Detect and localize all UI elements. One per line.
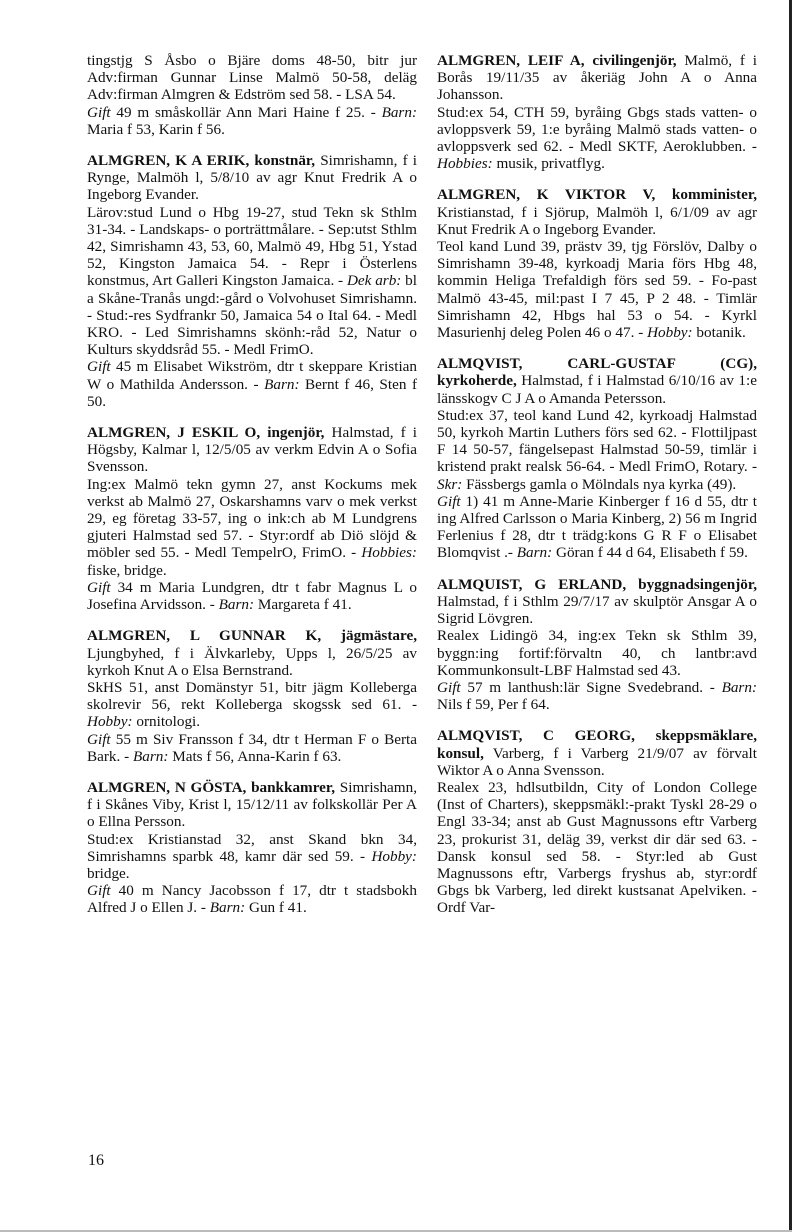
entry-continuation [87, 52, 417, 138]
entry-heading: ALMGREN, K A ERIK, konstnär, [87, 152, 316, 170]
entry-heading: ALMGREN, N GÖSTA, bankkamrer, [87, 778, 336, 796]
entry-almgren-gosta [87, 779, 417, 917]
hobby-text: botanik. [692, 324, 746, 342]
entry-intro [437, 576, 757, 628]
gift-label: Gift [87, 358, 111, 376]
entry-family [437, 493, 757, 562]
career-text: Stud:ex 54, CTH 59, byråing Gbgs stads vatten- o avloppsverk 59, 1:e byråing Malmö stads vatten- o avloppsverk sed 62. - Medl SKTF, Aeroklubben. - [437, 103, 757, 156]
barn-label: Barn: [218, 596, 255, 614]
career-text-2: bl a Skåne-Tranås ungd:-gård o Volvohuset Simrishamn. - Stud:-res Sydfrankr 50, Jamaica 54 o Ital 64. - Medl KRO. - Led Simrishamns skönh:-råd 52, Natur o Kulturs skyddsråd 55. - Medl FrimO. [87, 272, 417, 359]
entry-family [87, 731, 417, 765]
children-text: Margareta f 41. [254, 596, 352, 614]
entry-birth: Halmstad, f i Halmstad 6/10/16 av 1:e länsskogv C J A o Amanda Petersson. [437, 372, 757, 407]
children-text: Maria f 53, Karin f 56. [87, 120, 225, 138]
writings-text: Fässbergs gamla o Mölndals nya kyrka (49). [462, 475, 737, 493]
barn-label: Barn: [721, 678, 757, 696]
gift-label: Gift [87, 103, 111, 121]
entry-intro [87, 424, 417, 476]
entry-heading: ALMQUIST, G ERLAND, byggnadsingenjör, [437, 575, 757, 593]
entry-heading: ALMGREN, LEIF A, civilingenjör, [437, 52, 677, 69]
hobbies-label: Hobbies: [437, 155, 493, 173]
entry-family [87, 882, 417, 916]
gift-label: Gift [87, 730, 111, 748]
hobby-text: bridge. [87, 864, 130, 882]
entry-almquist-erland [437, 576, 757, 714]
family-text: 34 m Maria Lundgren, dtr t fabr Magnus L o Josefina Arvidsson. - [87, 578, 417, 614]
entry-family [437, 679, 757, 713]
entry-birth: Malmö, f i Borås 19/11/35 av åkeriäg John A o Anna Johansson. [437, 52, 758, 104]
entry-career [87, 476, 417, 579]
entry-career [87, 679, 417, 731]
entry-almgren-eskil [87, 424, 417, 613]
hobby-text: ornitologi. [132, 713, 201, 731]
entry-intro [87, 627, 417, 679]
career-text: Teol kand Lund 39, prästv 39, tjg Förslöv, Dalby o Simrishamn 39-48, kyrkoadj Maria förs Hbg 48, kommin Heliga Trefaldigh förs sed 59. - Fo-past Malmö 43-45, mil:past I 7 45, P 2 48. - Timlär Simrishamn 42, Hbgs hal 53 o 54. - Kyrkl Masurienhj deleg Polen 46 o 47. - [437, 238, 757, 342]
entry-almgren-viktor [437, 186, 757, 341]
entry-almqvist-georg [437, 727, 757, 916]
children-text: Göran f 44 d 64, Elisabeth f 59. [552, 544, 748, 562]
entry-almgren-gunnar [87, 627, 417, 765]
entry-career [87, 831, 417, 883]
family-text: 49 m småskollär Ann Mari Haine f 25. - [110, 103, 382, 121]
hobby-label: Hobby: [87, 713, 133, 731]
gift-label: Gift [437, 678, 461, 696]
entry-career: Realex Lidingö 34, ing:ex Tekn sk Sthlm 39, byggn:ing fortif:förvaltn 40, ch lantbr:avd Kommunkonsult-LBF Halmstad sed 43. [437, 627, 757, 679]
entry-birth: Ljungbyhed, f i Älvkarleby, Upps l, 26/5/25 av kyrkoh Knut A o Elsa Bernstrand. [87, 644, 417, 679]
barn-label: Barn: [516, 544, 553, 562]
entry-intro [437, 186, 757, 238]
skr-label: Skr: [437, 475, 463, 493]
entry-birth: Simrishamn, f i Rynge, Malmöh l, 5/8/10 av agr Knut Fredrik A o Ingeborg Evander. [87, 152, 418, 204]
entry-almgren-erik [87, 152, 417, 410]
entry-family [87, 104, 417, 138]
entry-heading: ALMGREN, K VIKTOR V, komminister, [437, 186, 757, 204]
gift-label: Gift [87, 578, 111, 596]
gift-label: Gift [87, 882, 111, 900]
family-text: 57 m lanthush:lär Signe Svedebrand. - [460, 678, 722, 696]
entry-birth: Halmstad, f i Sthlm 29/7/17 av skulptör Ansgar A o Sigrid Lövgren. [437, 592, 757, 628]
entry-family [87, 358, 417, 410]
entry-career: Realex 23, hdlsutbildn, City of London College (Inst of Charters), skeppsmäkl:-prakt Tyskl 28-29 o Engl 33-34; anst ab Gust Magnussons eftr Varberg 23, prokurist 31, deläg 39, verkst dir där sed 63. - Dansk konsul sed 58. - Styr:led ab Gust Magnussons eftr, Varbergs fryshus ab, styr:ordf Gbgs bk Varberg, led direkt kustsanat Apelviken. - Ordf Var- [437, 778, 757, 917]
entry-heading: ALMQVIST, CARL-GUSTAF (CG), kyrkoherde, [437, 355, 757, 390]
hobby-label: Hobby: [647, 324, 693, 342]
entry-family [87, 579, 417, 613]
career-text: Ing:ex Malmö tekn gymn 27, anst Kockums mek verkst ab Malmö 27, Oskarshamns varv o mek verkst 29, eg företag 33-57, ing o ink:ch ab M Lundgrens gjuteri Halmstad sed 57. - Styr:ordf ab Diö slöjd & möbler sed 55. - Medl TempelrO, FrimO. - [87, 475, 417, 562]
hobbies-label: Hobbies: [361, 544, 417, 562]
children-text: Bernt f 46, Sten f 50. [87, 375, 417, 410]
barn-label: Barn: [381, 103, 417, 121]
entry-career [87, 204, 417, 359]
entry-heading: ALMQVIST, C GEORG, skeppsmäklare, konsul, [437, 727, 757, 762]
entry-career [437, 407, 757, 493]
entry-birth: Halmstad, f i Högsby, Kalmar l, 12/5/05 av verkm Edvin A o Sofia Svensson. [87, 424, 417, 476]
entry-intro [437, 52, 757, 104]
career-text: SkHS 51, anst Domänstyr 51, bitr jägm Kolleberga skolrevir 56, rekt Kolleberga skogssk sed 61. - [87, 678, 417, 714]
hobbies-text: musik, privatflyg. [492, 155, 605, 173]
hobbies-text: fiske, bridge. [87, 561, 167, 579]
barn-label: Barn: [264, 375, 300, 393]
family-text: 1) 41 m Anne-Marie Kinberger f 16 d 55, dtr t ing Alfred Carlsson o Maria Kinberg, 2) 56 m Ingrid Ferlenius f 28, dtr t trädg:kons G R F o Elisabet Blomqvist .- [437, 492, 757, 562]
entry-heading: ALMGREN, L GUNNAR K, jägmästare, [87, 627, 417, 645]
family-text: 45 m Elisabet Wikström, dtr t skeppare Kristian W o Mathilda Andersson. - [87, 358, 417, 393]
entry-intro [87, 152, 417, 204]
entry-birth: Simrishamn, f i Skånes Viby, Krist l, 15/12/11 av folkskollär Per A o Ellna Persson. [87, 778, 417, 831]
page-number: 16 [88, 1152, 104, 1169]
entry-birth: Varberg, f i Varberg 21/9/07 av förvalt Wiktor A o Anna Svensson. [437, 744, 757, 779]
career-text: Lärov:stud Lund o Hbg 19-27, stud Tekn sk Sthlm 31-34. - Landskaps- o porträttmålare. - Sep:utst Sthlm 42, Simrishamn 43, 53, 60, Malmö 49, Hbg 51, Ystad 52, Kingston Jamaica 54. - Repr i Österlens konstmus, Art Galleri Kingston Jamaica. - [87, 203, 417, 290]
gift-label: Gift [437, 492, 461, 510]
family-text: 55 m Siv Fransson f 34, dtr t Herman F o Berta Bark. - [87, 730, 417, 765]
career-text: Stud:ex 37, teol kand Lund 42, kyrkoadj Halmstad 50, kyrkoh Martin Luthers förs sed 62. - Flottiljpast F 14 50-57, fängelsepast Halmstad 50-59, timlär i kristend prakt realsk 56-64. - Medl FrimO, Rotary. - [437, 406, 757, 476]
barn-label: Barn: [132, 747, 169, 765]
entry-career [437, 104, 757, 173]
children-text: Mats f 56, Anna-Karin f 63. [168, 747, 342, 765]
entry-heading: ALMGREN, J ESKIL O, ingenjör, [87, 424, 325, 442]
entry-career: tingstjg S Åsbo o Bjäre doms 48-50, bitr jur Adv:firman Gunnar Linse Malmö 50-58, deläg Adv:firman Almgren & Edström sed 58. - LSA 54. [87, 52, 417, 104]
left-column [87, 52, 417, 931]
barn-label: Barn: [209, 899, 246, 917]
children-text: Nils f 59, Per f 64. [437, 696, 550, 714]
dek-arb-label: Dek arb: [346, 272, 402, 290]
entry-birth: Kristianstad, f i Sjörup, Malmöh l, 6/1/09 av agr Knut Fredrik A o Ingeborg Evander. [437, 203, 757, 238]
entry-intro [437, 727, 757, 779]
entry-intro [87, 779, 417, 831]
entry-almqvist-carl-gustaf [437, 355, 757, 561]
right-column [437, 52, 757, 931]
entry-career [437, 238, 757, 341]
entry-almgren-leif [437, 52, 757, 172]
family-text: 40 m Nancy Jacobsson f 17, dtr t stadsbokh Alfred J o Ellen J. - [87, 882, 417, 917]
hobby-label: Hobby: [371, 847, 417, 865]
career-text: Stud:ex Kristianstad 32, anst Skand bkn 34, Simrishamns sparbk 48, kamr där sed 59. - [87, 830, 417, 865]
entry-intro [437, 355, 757, 407]
children-text: Gun f 41. [245, 899, 307, 917]
